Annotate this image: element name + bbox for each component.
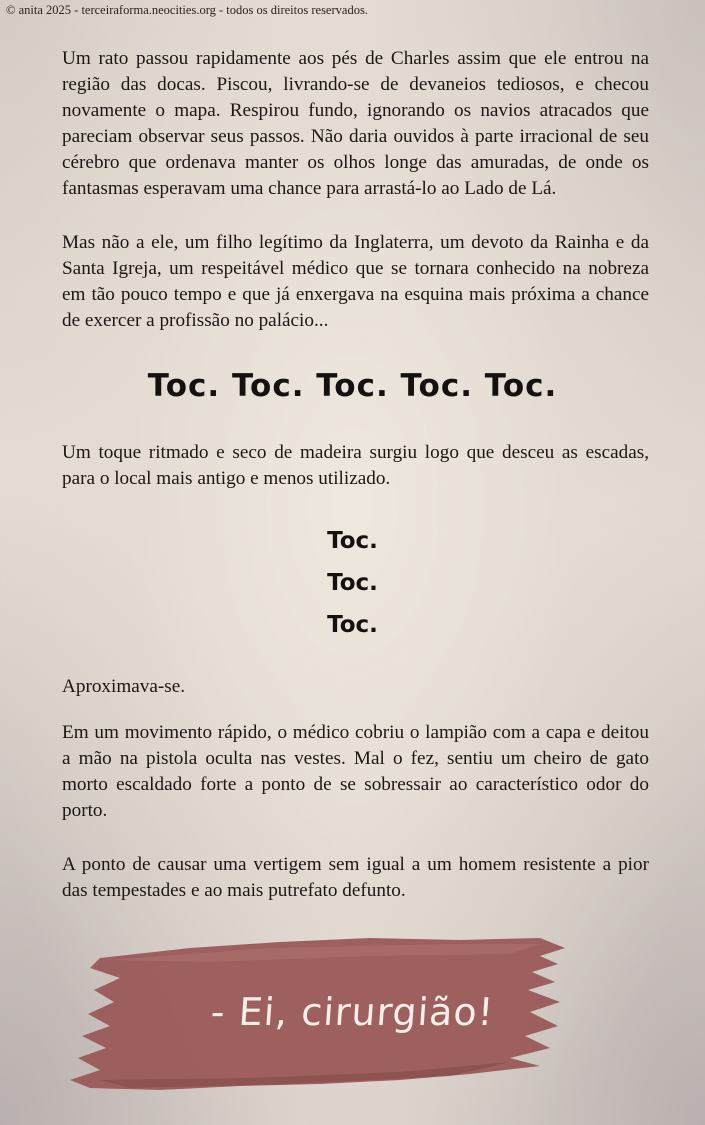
paragraph-4: Aproximava-se. — [62, 676, 186, 697]
paragraph-6: A ponto de causar uma vertigem sem igual a um homem resistente a pior das tempestades e ao mais putrefato defunto. — [62, 854, 649, 901]
paragraph-1: Um rato passou rapidamente aos pés de Charles assim que ele entrou na região das docas. Piscou, livrando-se de devaneios tediosos, e checou novamente o mapa. Respirou fundo, ignorando os navios atracados que pareciam observar seus passos. Não daria ouvidos à parte irracional de seu cérebro que ordenava manter os olhos longe das amuradas, de onde os fantasmas esperavam uma chance para arrastá-lo ao Lado de Lá. — [62, 48, 649, 199]
knock-sound-row: Toc. Toc. Toc. Toc. Toc. — [147, 368, 558, 404]
knock-sound-3: Toc. — [327, 612, 378, 638]
copyright-notice: © anita 2025 - terceiraforma.neocities.org - todos os direitos reservados. — [6, 3, 368, 17]
knock-sound-1: Toc. — [327, 528, 378, 554]
knock-sound-2: Toc. — [327, 570, 378, 596]
shout-text: - Ei, cirurgião! — [209, 990, 496, 1034]
paragraph-2: Mas não a ele, um filho legítimo da Inglaterra, um devoto da Rainha e da Santa Igreja, um respeitável médico que se tornara conhecido na nobreza em tão pouco tempo e que já enxergava na esquina mais próxima a chance de exercer a profissão no palácio... — [62, 232, 649, 331]
paragraph-3: Um toque ritmado e seco de madeira surgiu logo que desceu as escadas, para o local mais antigo e menos utilizado. — [62, 442, 649, 489]
paragraph-5: Em um movimento rápido, o médico cobriu o lampião com a capa e deitou a mão na pistola oculta nas vestes. Mal o fez, sentiu um cheiro de gato morto escaldado forte a ponto de se sobressair ao característico odor do porto. — [62, 722, 649, 821]
